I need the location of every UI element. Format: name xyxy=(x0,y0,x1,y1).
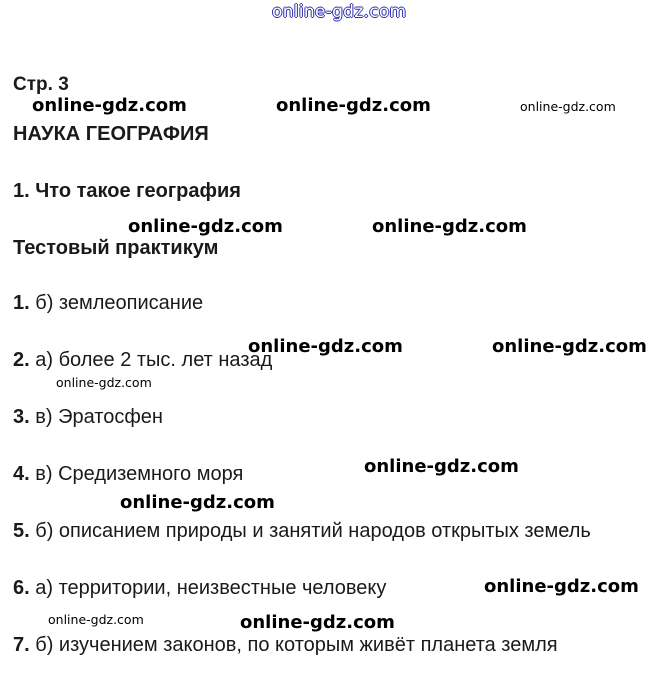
answer-number: 1. xyxy=(13,292,30,314)
watermark: online-gdz.com xyxy=(492,336,647,357)
watermark: online-gdz.com xyxy=(520,99,616,114)
watermark: online-gdz.com xyxy=(248,336,403,357)
answer-number: 6. xyxy=(13,577,30,599)
answer-2 xyxy=(13,349,272,372)
answer-number: 3. xyxy=(13,406,30,428)
main-title: НАУКА ГЕОГРАФИЯ xyxy=(13,123,209,145)
watermark: online-gdz.com xyxy=(372,216,527,237)
answer-3 xyxy=(13,406,163,429)
watermark: online-gdz.com xyxy=(240,612,395,633)
answer-4 xyxy=(13,463,243,486)
answer-1 xyxy=(13,292,203,315)
watermark: online-gdz.com xyxy=(128,216,283,237)
page-label: Стр. 3 xyxy=(13,74,69,95)
answer-number: 5. xyxy=(13,520,30,542)
answer-number: 4. xyxy=(13,463,30,485)
section-title: 1. Что такое география xyxy=(13,180,241,202)
answer-text: а) территории, неизвестные человеку xyxy=(29,577,387,599)
watermark: online-gdz.com xyxy=(56,375,152,390)
answer-text: в) Эратосфен xyxy=(29,406,163,428)
answer-6 xyxy=(13,577,386,600)
watermark: online-gdz.com xyxy=(120,492,275,513)
watermark: online-gdz.com xyxy=(48,612,144,627)
answer-text: б) описанием природы и занятий народов открытых земель xyxy=(29,520,591,542)
answer-text: а) более 2 тыс. лет назад xyxy=(29,349,273,371)
watermark: online-gdz.com xyxy=(276,95,431,116)
answer-text: в) Средиземного моря xyxy=(29,463,244,485)
answer-number: 7. xyxy=(13,634,30,656)
answer-7 xyxy=(13,634,558,657)
answer-number: 2. xyxy=(13,349,30,371)
watermark: online-gdz.com xyxy=(364,456,519,477)
answer-5 xyxy=(13,520,591,543)
answer-text: б) изучением законов, по которым живёт планета земля xyxy=(29,634,558,656)
subsection-title: Тестовый практикум xyxy=(13,237,219,259)
watermark: online-gdz.com xyxy=(484,576,639,597)
watermark: online-gdz.com xyxy=(32,95,187,116)
header-watermark: online-gdz.com xyxy=(272,2,407,22)
answer-text: б) землеописание xyxy=(29,292,204,314)
